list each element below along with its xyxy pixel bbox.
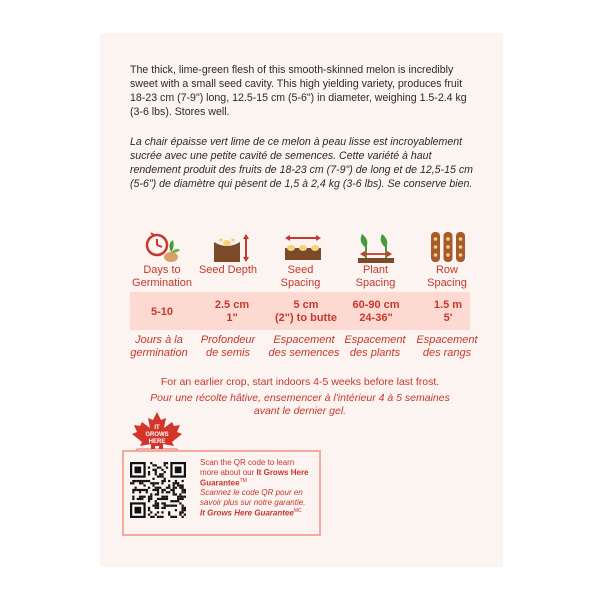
- qr-code[interactable]: [130, 462, 186, 518]
- label-seed-spacing: Seed Spacing: [280, 264, 321, 289]
- description-english: The thick, lime-green flesh of this smooth-skinned melon is incredibly sweet with a small seed cavity. This high yielding variety, produces fruit 18-23 cm (7-9") long, 12.5-15 cm (5-6") in diameter, weighing 1.5-2.4 kg (3-6 lbs). Stores well.: [130, 64, 467, 118]
- value-line-1: 2.5 cm: [214, 299, 250, 311]
- badge-line-1: IT: [154, 425, 160, 431]
- qr-description: [200, 458, 312, 518]
- qr-fr-prefix: Scannez le code QR pour en savoir plus sur notre garantie.: [200, 488, 306, 507]
- value-line-2: 24-36": [359, 312, 393, 324]
- label-fr-germination: Jours à la germination: [130, 334, 188, 359]
- value-line-1: 5 cm: [293, 299, 319, 311]
- value-row-spacing: [412, 299, 484, 325]
- seed-depth-icon: [210, 230, 250, 264]
- badge-line-2: GROWS: [145, 432, 169, 438]
- label-days-to-germination: Days to Germination: [132, 264, 192, 289]
- label-row-spacing: Row Spacing: [427, 264, 467, 289]
- label-fr-row-spacing: Espacement des rangs: [416, 334, 478, 359]
- value-line-1: 1.5 m: [433, 299, 463, 311]
- label-fr-seed-depth: Profondeur de semis: [200, 334, 256, 359]
- plant-spacing-icon: [356, 230, 396, 264]
- value-line-2: 5': [443, 312, 453, 324]
- value-line-2: (2") to butte: [274, 312, 338, 324]
- clock-sprout-icon: [143, 230, 183, 264]
- value-plant-spacing: [340, 299, 412, 325]
- label-fr-plant-spacing: Espacement des plants: [344, 334, 406, 359]
- label-fr-seed-spacing: Espacement des semences: [268, 334, 340, 359]
- value-days-to-germination: [126, 306, 198, 319]
- description-french: La chair épaisse vert lime de ce melon à peau lisse est incroyablement sucrée avec une petite cavité de semences. Cette variété à haut rendement produit des fruits de 18-23 cm (7-9") de long et de 12,5-15 cm (5-6") de diamètre qui pèsent de 1,5 à 2,4 kg (3-6 lbs). Se conserve bien.: [130, 136, 473, 190]
- qr-fr-mark: MC: [293, 508, 302, 515]
- value-line-1: 5-10: [150, 306, 174, 318]
- value-line-2: 1": [226, 312, 238, 324]
- sowing-english: For an earlier crop, start indoors 4-5 weeks before last frost.: [160, 376, 440, 388]
- qr-en-mark: TM: [239, 478, 247, 484]
- value-seed-spacing: [264, 299, 348, 325]
- seed-spacing-icon: [283, 230, 323, 264]
- qr-fr-brand: It Grows Here Guarantee: [200, 508, 294, 518]
- label-seed-depth: Seed Depth: [198, 264, 258, 276]
- row-spacing-icon: [428, 230, 468, 264]
- qr-en-brand: It Grows Here Guarantee: [200, 467, 309, 488]
- badge-line-3: HERE: [148, 439, 166, 445]
- label-plant-spacing: Plant Spacing: [355, 264, 396, 289]
- sowing-french: Pour une récolte hâtive, ensemencer à l'intérieur 4 à 5 semaines avant le dernier gel.: [150, 392, 450, 417]
- value-seed-depth: [196, 299, 268, 325]
- qr-en-prefix: Scan the QR code to learn more about our: [200, 458, 295, 477]
- value-line-1: 60-90 cm: [352, 299, 400, 311]
